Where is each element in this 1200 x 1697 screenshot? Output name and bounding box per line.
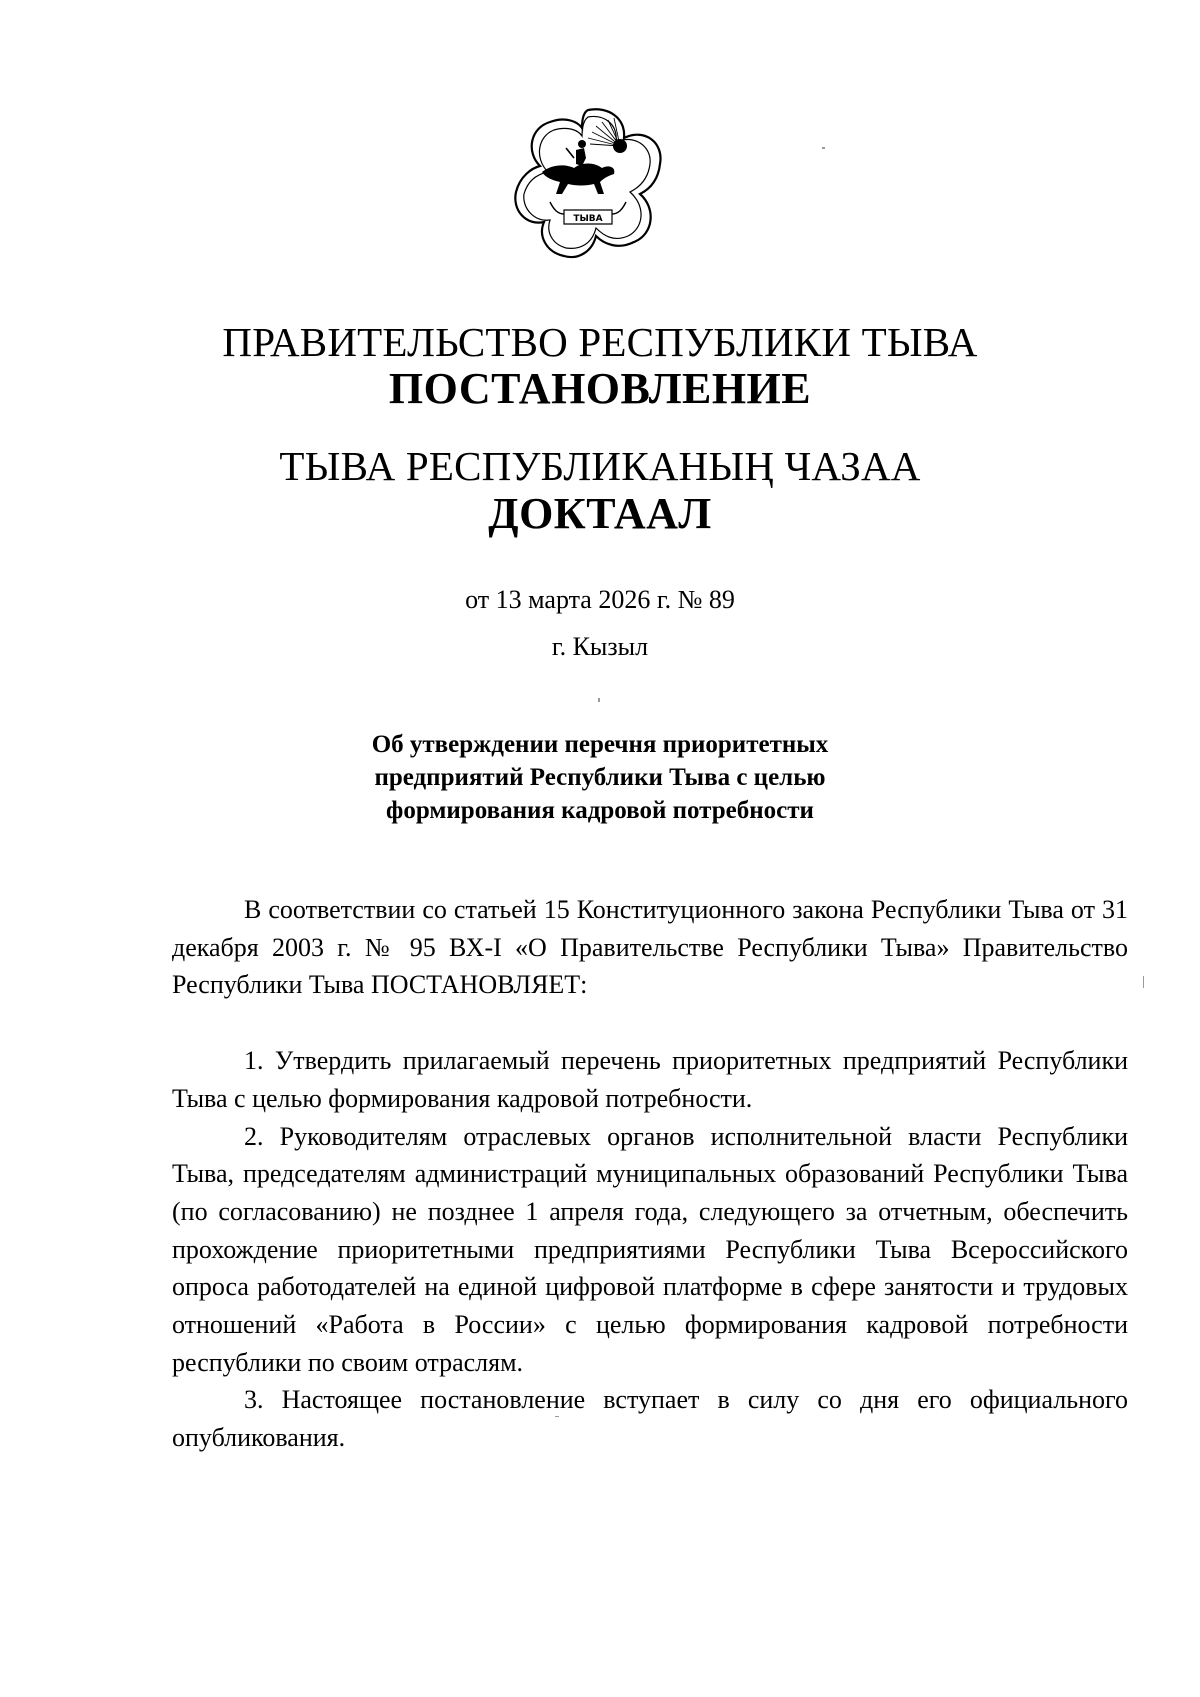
svg-text:ТЫВА: ТЫВА (573, 214, 603, 224)
subject-line: Об утверждении перечня приоритетных (371, 731, 829, 758)
item-paragraph-3: 3. Настоящее постановление вступает в силу со дня его официального опубликования. (172, 1385, 1128, 1453)
item-paragraph-2: 2. Руководителям отраслевых органов исполнительной власти Республики Тыва, председателям администраций муниципальных образований Республики Тыва (по согласованию) не позднее 1 апреля года, следующего за отчетным, обеспечить прохождение приоритетными предприятиями Республики Тыва Всероссийского опроса работодателей на единой цифровой платформе в сфере занятости и трудовых отношений «Работа в России» с целью формирования кадровой потребности республики по своим отраслям. (172, 1121, 1128, 1377)
scan-speck (822, 147, 825, 149)
scan-speck (1143, 976, 1144, 988)
decree-subject (0, 728, 1200, 827)
decree-body (172, 891, 1128, 1457)
preamble-paragraph: В соответствии со статьей 15 Конституционного закона Республики Тыва от 31 декабря 2003 г. № 95 ВХ-I «О Правительстве Республики Тыва» Правительство Республики Тыва ПОСТАНОВЛЯЕТ: (172, 895, 1128, 1000)
subject-line: предприятий Республики Тыва с целью (374, 764, 826, 791)
scan-speck (555, 1416, 559, 1417)
item-paragraph-1: 1. Утвердить прилагаемый перечень приоритетных предприятий Республики Тыва с целью формирования кадровой потребности. (172, 1046, 1128, 1113)
decree-type-ru: ПОСТАНОВЛЕНИЕ (388, 364, 812, 413)
government-name-ru: ПРАВИТЕЛЬСТВО РЕСПУБЛИКИ ТЫВА (222, 319, 978, 365)
decree-date-number: от 13 марта 2026 г. № 89 (465, 585, 735, 614)
decree-city: г. Кызыл (551, 632, 649, 661)
government-name-tyv: ТЫВА РЕСПУБЛИКАНЫҢ ЧАЗАА (279, 443, 921, 489)
decree-type-tyv: ДОКТААЛ (488, 489, 712, 538)
coat-of-arms-emblem (508, 102, 668, 262)
scan-speck (598, 698, 600, 702)
subject-line: формирования кадровой потребности (386, 797, 814, 824)
